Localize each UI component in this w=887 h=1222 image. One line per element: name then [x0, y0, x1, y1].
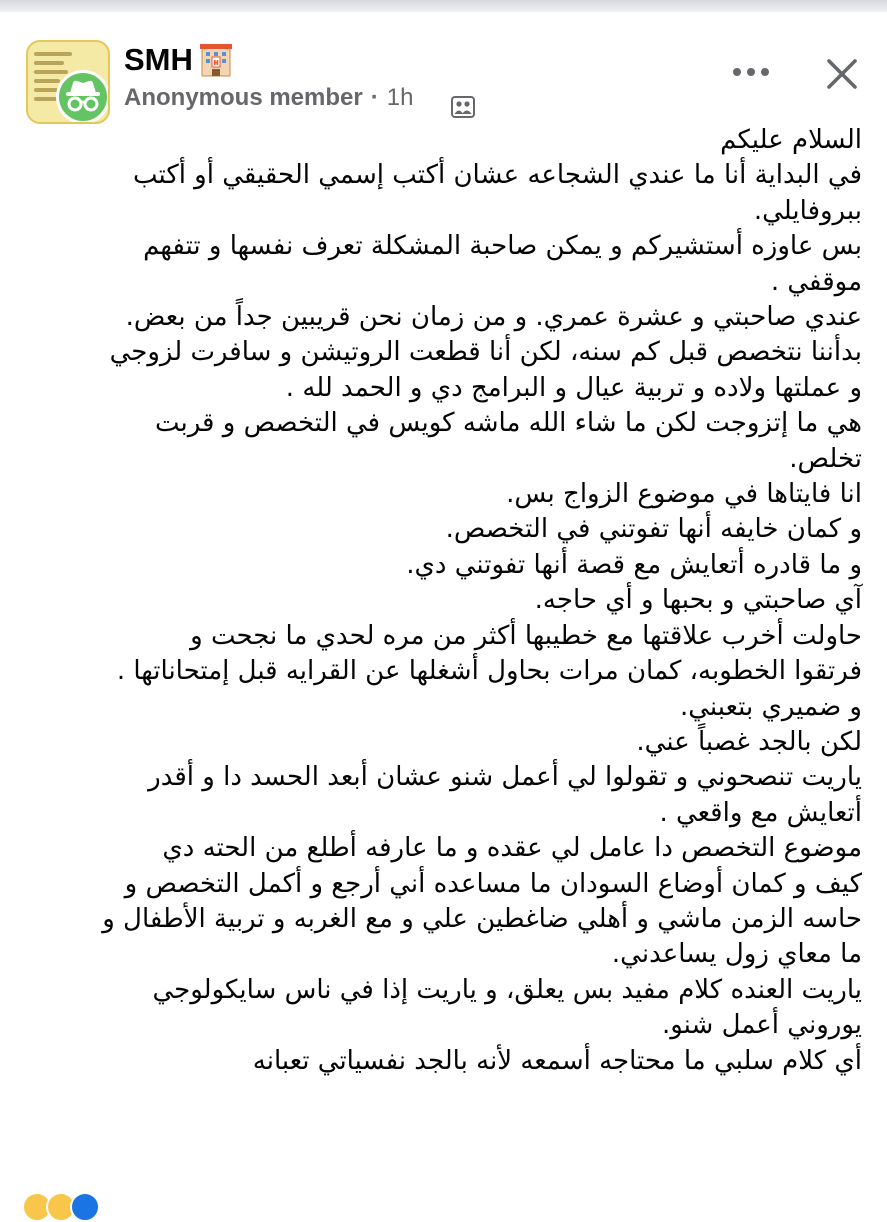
- post-body-line: بدأننا نتخصص قبل كم سنه، لكن أنا قطعت الروتيشن و سافرت لزوجي: [109, 337, 862, 368]
- reaction-like-icon: [70, 1192, 100, 1222]
- top-divider: [0, 0, 887, 12]
- group-avatar[interactable]: [26, 40, 110, 124]
- post-body-line: و كمان خايفه أنها تفوتني في التخصص.: [445, 514, 862, 545]
- post-body-line: فرتقوا الخطوبه، كمان مرات بحاول أشغلها عن القرايه قبل إمتحاناتها .: [116, 656, 862, 687]
- post-body-line: أي كلام سلبي ما محتاجه أسمعه لأنه بالجد نفسياتي تعبانه: [252, 1045, 862, 1076]
- member-label: Anonymous member: [124, 84, 363, 111]
- post-body-line: لكن بالجد غصباً عني.: [636, 726, 862, 757]
- post-body-line: انا فايتاها في موضوع الزواج بس.: [506, 479, 862, 510]
- post-header: [0, 12, 887, 120]
- post-body-line: عندي صاحبتي و عشرة عمري. و من زمان نحن قريبين جداً من بعض.: [125, 302, 862, 333]
- meta-separator: ·: [370, 84, 379, 111]
- post-body-line: كيف و كمان أوضاع السودان ما مساعده أني أرجع و أكمل التخصص و: [124, 868, 862, 899]
- post-body-line: حاولت أخرب علاقتها مع خطيبها أكثر من مره لحدي ما نجحت و: [190, 620, 862, 651]
- post-body-line: موضوع التخصص دا عامل لي عقده و ما عارفه أطلع من الحته دي: [162, 833, 862, 864]
- post-body-line: في البداية أنا ما عندي الشجاعه عشان أكتب إسمي الحقيقي أو أكتب: [132, 160, 862, 191]
- post-meta: [124, 84, 413, 112]
- post-body-line: آي صاحبتي و بحبها و أي حاجه.: [534, 585, 862, 616]
- more-dots-icon[interactable]: [726, 52, 776, 92]
- post-body-line: و ما قادره أتعايش مع قصة أنها تفوتني دي.: [406, 549, 862, 580]
- post-body-line: ياريت تنصحوني و تقولوا لي أعمل شنو عشان أبعد الحسد دا و أقدر: [148, 762, 862, 793]
- post-body-line: يوروني أعمل شنو.: [661, 1010, 862, 1041]
- post-body-line: و عملتها ولاده و تربية عيال و البرامج دي و الحمد لله .: [285, 372, 862, 403]
- post-body-line: تخلص.: [789, 443, 862, 474]
- post-body-line: أتعايش مع واقعي .: [659, 797, 862, 828]
- hotel-icon: [199, 43, 233, 77]
- group-icon: [451, 96, 475, 118]
- anonymous-avatar-icon: [56, 70, 110, 124]
- author-name[interactable]: SMH: [124, 42, 193, 77]
- post-time[interactable]: 1h: [386, 84, 414, 111]
- post-body-line: هي ما إتزوجت لكن ما شاء الله ماشه كويس في التخصص و قربت: [154, 408, 862, 439]
- post-body-line: موقفي .: [770, 266, 862, 297]
- post-body-line: بس عاوزه أستشيركم و يمكن صاحبة المشكلة تعرف نفسها و تتفهم: [143, 231, 862, 262]
- post-body-line: ما معاي زول يساعدني.: [611, 939, 862, 970]
- post-body-line: السلام عليكم: [720, 125, 862, 155]
- post-body-line: ببروفايلي.: [753, 195, 862, 226]
- post-body-line: ياريت العنده كلام مفيد بس يعلق، و ياريت إذا في ناس سايكولوجي: [152, 974, 862, 1005]
- close-icon[interactable]: [820, 52, 864, 96]
- post-body-line: حاسه الزمن ماشي و أهلي ضاغطين علي و مع الغربه و تربية الأطفال و: [102, 903, 862, 934]
- post-body-line: و ضميري بتعبني.: [680, 691, 862, 722]
- post-body: [20, 123, 862, 1079]
